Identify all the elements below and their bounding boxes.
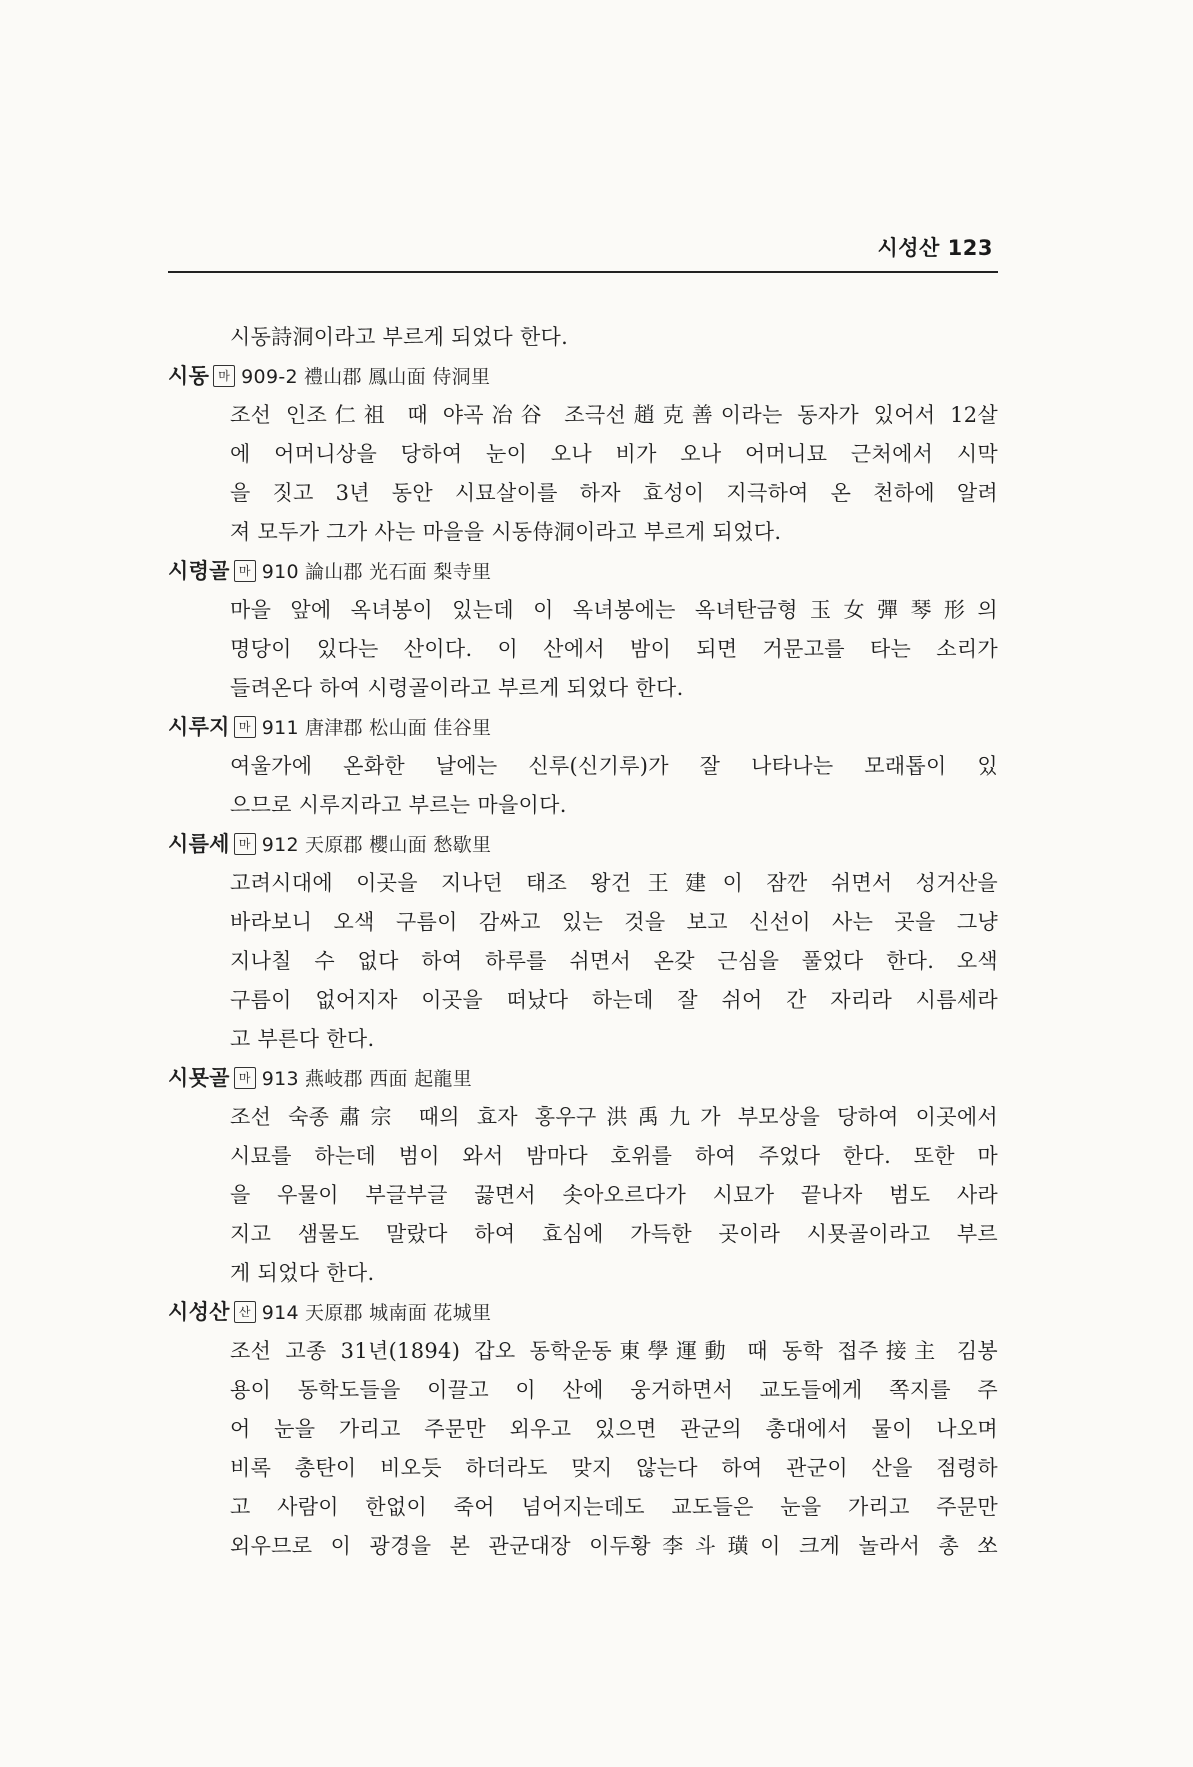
body-line: 을 우물이 부글부글 끓면서 솟아오르다가 시묘가 끝나자 범도 사라 (230, 1183, 998, 1207)
body-line: 마을 앞에 옥녀봉이 있는데 이 옥녀봉에는 옥녀탄금형玉女彈琴形의 (230, 598, 998, 622)
category-badge: 마 (234, 560, 256, 582)
body-line: 어 눈을 가리고 주문만 외우고 있으면 관군의 총대에서 물이 나오며 (230, 1417, 998, 1441)
entry-heading (168, 1059, 998, 1098)
entry-number: 911 (261, 717, 299, 739)
body-line: 고 부른다 한다. (230, 1027, 375, 1051)
body-line: 조선 고종 31년(1894) 갑오 동학운동東學運動 때 동학 접주接主 김봉 (230, 1339, 998, 1363)
body-line: 조선 숙종肅宗 때의 효자 홍우구洪禹九가 부모상을 당하여 이곳에서 (230, 1105, 998, 1129)
body-line: 여울가에 온화한 날에는 신루(신기루)가 잘 나타나는 모래톱이 있 (230, 754, 998, 778)
entry-location: 天原郡 城南面 花城里 (304, 1302, 492, 1324)
entry-heading (168, 708, 998, 747)
entry-heading (168, 1293, 998, 1332)
body-line: 명당이 있다는 산이다. 이 산에서 밤이 되면 거문고를 타는 소리가 (230, 637, 998, 661)
body-line: 용이 동학도들을 이끌고 이 산에 웅거하면서 교도들에게 쪽지를 주 (230, 1378, 998, 1402)
entry-term: 시묫골 (168, 1066, 230, 1090)
body-line: 져 모두가 그가 사는 마을을 시동侍洞이라고 부르게 되었다. (230, 520, 782, 544)
entry-term: 시령골 (168, 559, 230, 583)
entry-location: 論山郡 光石面 梨寺里 (304, 561, 492, 583)
entry-number: 910 (261, 561, 299, 583)
body-line: 지고 샘물도 말랐다 하여 효심에 가득한 곳이라 시묫골이라고 부르 (230, 1222, 998, 1246)
entry-location: 唐津郡 松山面 佳谷里 (304, 717, 492, 739)
entry-number: 912 (261, 834, 299, 856)
entry-heading (168, 357, 998, 396)
entry-term: 시동 (168, 364, 210, 388)
category-badge: 마 (234, 1067, 256, 1089)
running-head: 시성산 123 (877, 236, 993, 260)
entry-location: 禮山郡 鳳山面 侍洞里 (303, 366, 491, 388)
body-line: 지나칠 수 없다 하여 하루를 쉬면서 온갖 근심을 풀었다 한다. 오색 (230, 949, 998, 973)
entry-number: 914 (261, 1302, 299, 1324)
entry-term: 시성산 (168, 1300, 230, 1324)
body-line: 시동詩洞이라고 부르게 되었다 한다. (230, 325, 569, 349)
category-badge: 마 (234, 716, 256, 738)
page-content (168, 318, 998, 1566)
body-line: 고려시대에 이곳을 지나던 태조 왕건王建이 잠깐 쉬면서 성거산을 (230, 871, 998, 895)
entry-term: 시루지 (168, 715, 230, 739)
category-badge: 마 (234, 833, 256, 855)
entry-number: 909-2 (241, 366, 298, 388)
body-line: 들려온다 하여 시령골이라고 부르게 되었다 한다. (230, 676, 684, 700)
entry-heading (168, 552, 998, 591)
entry-location: 燕岐郡 西面 起龍里 (304, 1068, 473, 1090)
body-line: 을 짓고 3년 동안 시묘살이를 하자 효성이 지극하여 온 천하에 알려 (230, 481, 998, 505)
body-line: 게 되었다 한다. (230, 1261, 375, 1285)
entry-term: 시름세 (168, 832, 230, 856)
body-line: 으므로 시루지라고 부르는 마을이다. (230, 793, 567, 817)
category-badge: 산 (234, 1301, 256, 1323)
entry-number: 913 (261, 1068, 299, 1090)
body-line: 조선 인조仁祖 때 야곡冶谷 조극선趙克善이라는 동자가 있어서 12살 (230, 403, 998, 427)
entry-heading (168, 825, 998, 864)
body-line: 비록 총탄이 비오듯 하더라도 맞지 않는다 하여 관군이 산을 점령하 (230, 1456, 998, 1480)
header-rule (168, 271, 998, 273)
category-badge: 마 (213, 365, 235, 387)
body-line: 고 사람이 한없이 죽어 넘어지는데도 교도들은 눈을 가리고 주문만 (230, 1495, 998, 1519)
entry-location: 天原郡 櫻山面 愁歇里 (304, 834, 492, 856)
body-line: 구름이 없어지자 이곳을 떠났다 하는데 잘 쉬어 간 자리라 시름세라 (230, 988, 998, 1012)
body-line: 바라보니 오색 구름이 감싸고 있는 것을 보고 신선이 사는 곳을 그냥 (230, 910, 998, 934)
body-line: 외우므로 이 광경을 본 관군대장 이두황李斗璜이 크게 놀라서 총 쏘 (230, 1534, 998, 1558)
body-line: 에 어머니상을 당하여 눈이 오나 비가 오나 어머니묘 근처에서 시막 (230, 442, 998, 466)
body-line: 시묘를 하는데 범이 와서 밤마다 호위를 하여 주었다 한다. 또한 마 (230, 1144, 998, 1168)
